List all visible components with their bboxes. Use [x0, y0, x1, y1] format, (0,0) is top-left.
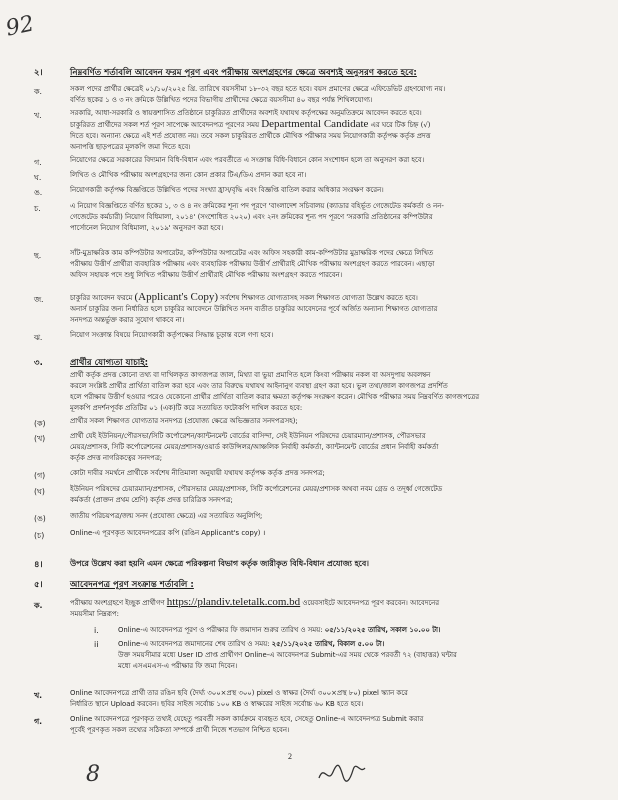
section-2-number: ২।: [34, 68, 43, 78]
item-text: কোটা দাবীর সমর্থনে প্রার্থীকে সর্বশেষ নীতিমালা অনুযায়ী যথাযথ কর্তৃপক্ষ কর্তৃক প্রদত্ত সনদপত্র;: [70, 469, 325, 477]
section-3-number: ৩.: [34, 358, 43, 368]
item-text: এ নিয়োগ বিজ্ঞপ্তিতে বর্ণিত ছকের ১, ৩ ও ৪ নং ক্রমিকের শূন্য পদ পূরণে 'বাংলাদেশ সচিবালয় (ক্যাডার বহির্ভূত গেজেটেড কর্মকর্তা ও নন- গেজেটেড কর্মচারী) নিয়োগ বিধিমালা, ২০১৪' (সংশোধিত ২০২০) এবং ২নং ক্রমিকের শূন্য পদ পূরণে 'সরকারি প্রতিষ্ঠানের কম্পিউটার পার্সোনেল নিয়োগ বিধিমালা, ২০১৯' অনুসরণ করা হবে।: [70, 202, 444, 232]
item-label: ঘ.: [34, 173, 42, 182]
item-label: (চ): [34, 531, 45, 540]
item-text: লিখিত ও মৌখিক পরীক্ষায় অংশগ্রহণের জন্য কোন প্রকার টিএ/ডিএ প্রদান করা হবে না।: [70, 171, 307, 179]
item-label: (ঘ): [34, 487, 45, 496]
handwritten-page-mark: 92: [3, 11, 37, 42]
item-label: ঝ.: [34, 333, 43, 342]
section-2-title: নিম্নবর্ণিত শর্তাবলি আবেদন ফরম পূরণ এবং পরীক্ষায় অংশগ্রহণের ক্ষেত্রে অবশ্যই অনুসরণ করতে হবে:: [70, 68, 417, 78]
item-text: পরীক্ষায় অংশগ্রহণে ইচ্ছুক প্রার্থীগণ https://plandiv.teletalk.com.bd ওয়েবসাইটে আবেদনপত্র পূরণ করবেন। আবেদনের সময়সীমা নিম্নরূপ:: [70, 597, 440, 618]
section-4-number: ৪।: [34, 560, 43, 570]
section-4-text: উপরে উল্লেখ করা হয়নি এমন ক্ষেত্রে পরিকল্পনা বিভাগ কর্তৃক জারীকৃত বিধি-বিধান প্রযোজ্য হবে।: [70, 559, 369, 568]
item-label: খ.: [34, 691, 43, 700]
item-text: নিয়োগ সংক্রান্ত বিষয়ে নিয়োগকারী কর্তৃপক্ষের সিদ্ধান্ত চূড়ান্ত বলে গণ্য হবে।: [70, 331, 274, 339]
item-text: নিয়োগের ক্ষেত্রে সরকারের বিদ্যমান বিধি-বিধান এবং পরবর্তীতে এ সংক্রান্ত বিধি-বিধানে কোন সংশোধন হলে তা অনুসরণ করা হবে।: [70, 156, 425, 164]
applicants-copy-label: (Applicant's Copy): [134, 292, 219, 303]
sub-item-text: Online-এ আবেদনপত্র জমাদানের শেষ তারিখ ও সময়: ২৫/১১/২০২৫ তারিখ, বিকাল ৫.০০ টা। উক্ত সময়সীমার মধ্যে User ID প্রাপ্ত প্রার্থীগণ Online-এ আবেদনপত্র Submit-এর সময় থেকে পরবর্তী ৭২ (বাহাত্তর) ঘন্টার মধ্যে এসএমএস-এ পরীক্ষার ফি জমা দিবেন।: [118, 640, 457, 670]
item-label: খ.: [34, 111, 42, 120]
item-label: জ.: [34, 295, 44, 304]
item-text: সাঁট-মুদ্রাক্ষরিক কাম কম্পিউটার অপারেটর, কম্পিউটার অপারেটর এবং অফিস সহকারী কাম-কম্পিউটার মুদ্রাক্ষরিক পদের ক্ষেত্রে লিখিত পরীক্ষায় উত্তীর্ণ প্রার্থীরা ব্যবহারিক পরীক্ষায় এবং ব্যবহারিক পরীক্ষায় উত্তীর্ণ প্রার্থীরাই মৌখিক পরীক্ষায় অংশগ্রহণ করতে পারবেন। এছাড়া অফিস সহায়ক পদে শুধু লিখিত পরীক্ষায় উত্তীর্ণ প্রার্থীরাই মৌখিক পরীক্ষায় অংশগ্রহণ করতে পারবেন।: [70, 249, 435, 279]
item-text: Online আবেদনপত্রে পূরণকৃত তথ্যই যেহেতু পরবর্তী সকল কার্যক্রমে ব্যবহৃত হবে, সেহেতু Online-এ আবেদনপত্র Submit করার পূর্বেই পূরণকৃত সকল তথ্যের সঠিকতা সম্পর্কে প্রার্থী নিজে শতভাগ নিশ্চিত হবেন।: [70, 715, 424, 734]
page-number: 2: [288, 752, 292, 761]
item-label: (ঙ): [34, 514, 46, 523]
item-label: গ.: [34, 717, 43, 726]
item-label: ঙ.: [34, 188, 43, 197]
item-label: (ক): [34, 419, 46, 428]
item-text: প্রার্থী যেই ইউনিয়ন/পৌরসভা/সিটি কর্পোরেশন/ক্যান্টনমেন্ট বোর্ডের বাসিন্দা, সেই ইউনিয়ন পরিষদের চেয়ারম্যান/প্রশাসক, পৌরসভার মেয়র/প্রশাসক, সিটি কর্পোরেশনের মেয়র/প্রশাসক/ওয়ার্ড কাউন্সিলর/আঞ্চলিক নির্বাহী কর্মকর্তা, ক্যান্টনমেন্ট বোর্ডের প্রধান নির্বাহী কর্মকর্তা কর্তৃক প্রদত্ত নাগরিকত্বের সনদপত্র;: [70, 432, 439, 462]
item-label: (গ): [34, 471, 46, 480]
item-text: প্রার্থীর সকল শিক্ষাগত যোগ্যতার সনদপত্র (প্রযোজ্য ক্ষেত্রে অভিজ্ঞতার সনদপত্রসহ);: [70, 417, 298, 425]
section-5-title: আবেদনপত্র পূরণ সংক্রান্ত শর্তাবলি :: [70, 580, 194, 590]
section-5-number: ৫।: [34, 580, 43, 590]
departmental-candidate-label: Departmental Candidate: [261, 119, 369, 130]
item-text: জাতীয় পরিচয়পত্র/জন্ম সনদ (প্রযোজ্য ক্ষেত্রে) এর সত্যায়িত অনুলিপি;: [70, 512, 263, 520]
item-text: Online আবেদনপত্রে প্রার্থী তার রঙিন ছবি (দৈর্ঘ্য ৩০০×প্রস্থ ৩০০) pixel ও স্বাক্ষর (দৈর্ঘ্য ৩০০×প্রস্থ ৮০) pixel স্ক্যান করে নির্ধারিত স্থানে Upload করবেন। ছবির সাইজ সর্বোচ্চ ১০০ KB ও স্বাক্ষরের সাইজ সর্বোচ্চ ৬০ KB হতে হবে।: [70, 689, 408, 708]
sub-item-label: i.: [94, 626, 99, 635]
item-text: সকল পদের প্রার্থীর ক্ষেত্রেই ০১/১০/২০২৫ খ্রি. তারিখে বয়সসীমা ১৮-৩২ বছর হতে হবে। বয়স প্রমাণের ক্ষেত্রে এফিডেভিট গ্রহণযোগ্য নয়। বর্ণিত ছকের ১ ও ৩ নং ক্রমিকে উল্লিখিত পদের বিভাগীয় প্রার্থীদের ক্ষেত্রে বয়সসীমা ৪০ বছর পর্যন্ত শিথিলযোগ্য।: [70, 85, 446, 104]
application-website-link[interactable]: https://plandiv.teletalk.com.bd: [166, 597, 301, 608]
item-text: নিয়োগকারী কর্তৃপক্ষ বিজ্ঞপ্তিতে উল্লিখিত পদের সংখ্যা হ্রাস/বৃদ্ধি এবং বিজ্ঞপ্তি বাতিল করার অধিকার সংরক্ষণ করেন।: [70, 186, 384, 194]
item-text: ইউনিয়ন পরিষদের চেয়ারম্যান/প্রশাসক, পৌরসভার মেয়র/প্রশাসক, সিটি কর্পোরেশনের মেয়র/প্রশাসক অথবা নবম গ্রেড ও তদূর্ধ্ব গেজেটেড কর্মকর্তা (প্রাক্তন প্রথম শ্রেণি) কর্তৃক প্রদত্ত চারিত্রিক সনদপত্র;: [70, 485, 443, 504]
sub-item-text: Online-এ আবেদনপত্র পূরণ ও পরীক্ষার ফি জমাদান শুরুর তারিখ ও সময়: ০৫/১১/২০২৫ তারিখ, সকাল ১০.০০ টা।: [118, 626, 441, 634]
item-text: চাকুরির আবেদন ফরমে (Applicant's Copy) সর্বশেষ শিক্ষাগত যোগ্যতাসহ সকল শিক্ষাগত যোগ্যতা উল্লেখ করতে হবে। অনার্স চাকুরির জন্য নির্ধারিত হলে চাকুরির আবেদনে উল্লিখিত সনদ ব্যতীত চাকুরির আবেদনের পূর্বে অর্জিত অন্যান্য শিক্ষাগত যোগ্যতার সনদপত্র অন্তর্ভুক্ত করার সুযোগ থাকবে না।: [70, 292, 438, 324]
item-label: গ.: [34, 158, 42, 167]
item-label: ছ.: [34, 251, 42, 260]
item-label: চ.: [34, 204, 41, 213]
sub-item-label: ii: [94, 640, 99, 649]
handwritten-mark: 8: [86, 762, 100, 787]
item-label: (খ): [34, 434, 46, 443]
item-label: ক.: [34, 87, 42, 96]
section-3-title: প্রার্থীর যোগ্যতা যাচাই:: [70, 358, 149, 368]
section-3-intro: প্রার্থী কর্তৃক প্রদত্ত কোনো তথ্য বা দাখিলকৃত কাগজপত্র জাল, মিথ্যা বা ভুয়া প্রমাণিত হলে কিংবা পরীক্ষায় নকল বা অসদুপায় অবলম্বন করলে সংশ্লিষ্ট প্রার্থীর প্রার্থিতা বাতিল করা হবে এবং তার বিরুদ্ধে যথাযথ আইনানুগ ব্যবস্থা গ্রহণ করা হবে। ভুল তথ্য/জাল কাগজপত্র প্রদর্শিত হলে পরীক্ষায় উত্তীর্ণ হওয়ার পরেও যেকোনো প্রার্থীর প্রার্থিতা বাতিল করার ক্ষমতা কর্তৃপক্ষ সংরক্ষণ করেন। মৌখিক পরীক্ষার সময় নিম্নবর্ণিত কাগজপত্রের মূলকপি প্রদর্শনপূর্বক প্রতিটির ০১ (এক)টি করে সত্যায়িত ফটোকপি দাখিল করতে হবে:: [70, 371, 479, 412]
item-label: ক.: [34, 601, 43, 610]
item-text: সরকারি, আধা-সরকারি ও স্বায়ত্তশাসিত প্রতিষ্ঠানে চাকুরিরত প্রার্থীদের অবশ্যই যথাযথ কর্তৃপক্ষের অনুমতিক্রমে আবেদন করতে হবে। চাকুরিরত প্রার্থীদের সকল শর্ত পূরণ সাপেক্ষে আবেদনপত্র পূরণের সময় Departmental Candidate এর ঘরে টিক চিহ্ন (√) দিতে হবে। অন্যান্য ক্ষেত্রে এই শর্ত প্রযোজ্য নয়। তবে সকল চাকুরিরত প্রার্থীকে মৌখিক পরীক্ষার সময় নিয়োগকারী কর্তৃপক্ষ কর্তৃক প্রদত্ত অনাপত্তি ছাড়পত্রের মূলকপি জমা দিতে হবে।: [70, 109, 431, 151]
signature-scribble: [316, 760, 368, 786]
item-text: Online-এ পূরণকৃত আবেদনপত্রের কপি (রঙিন Applicant's copy) ।: [70, 529, 266, 537]
